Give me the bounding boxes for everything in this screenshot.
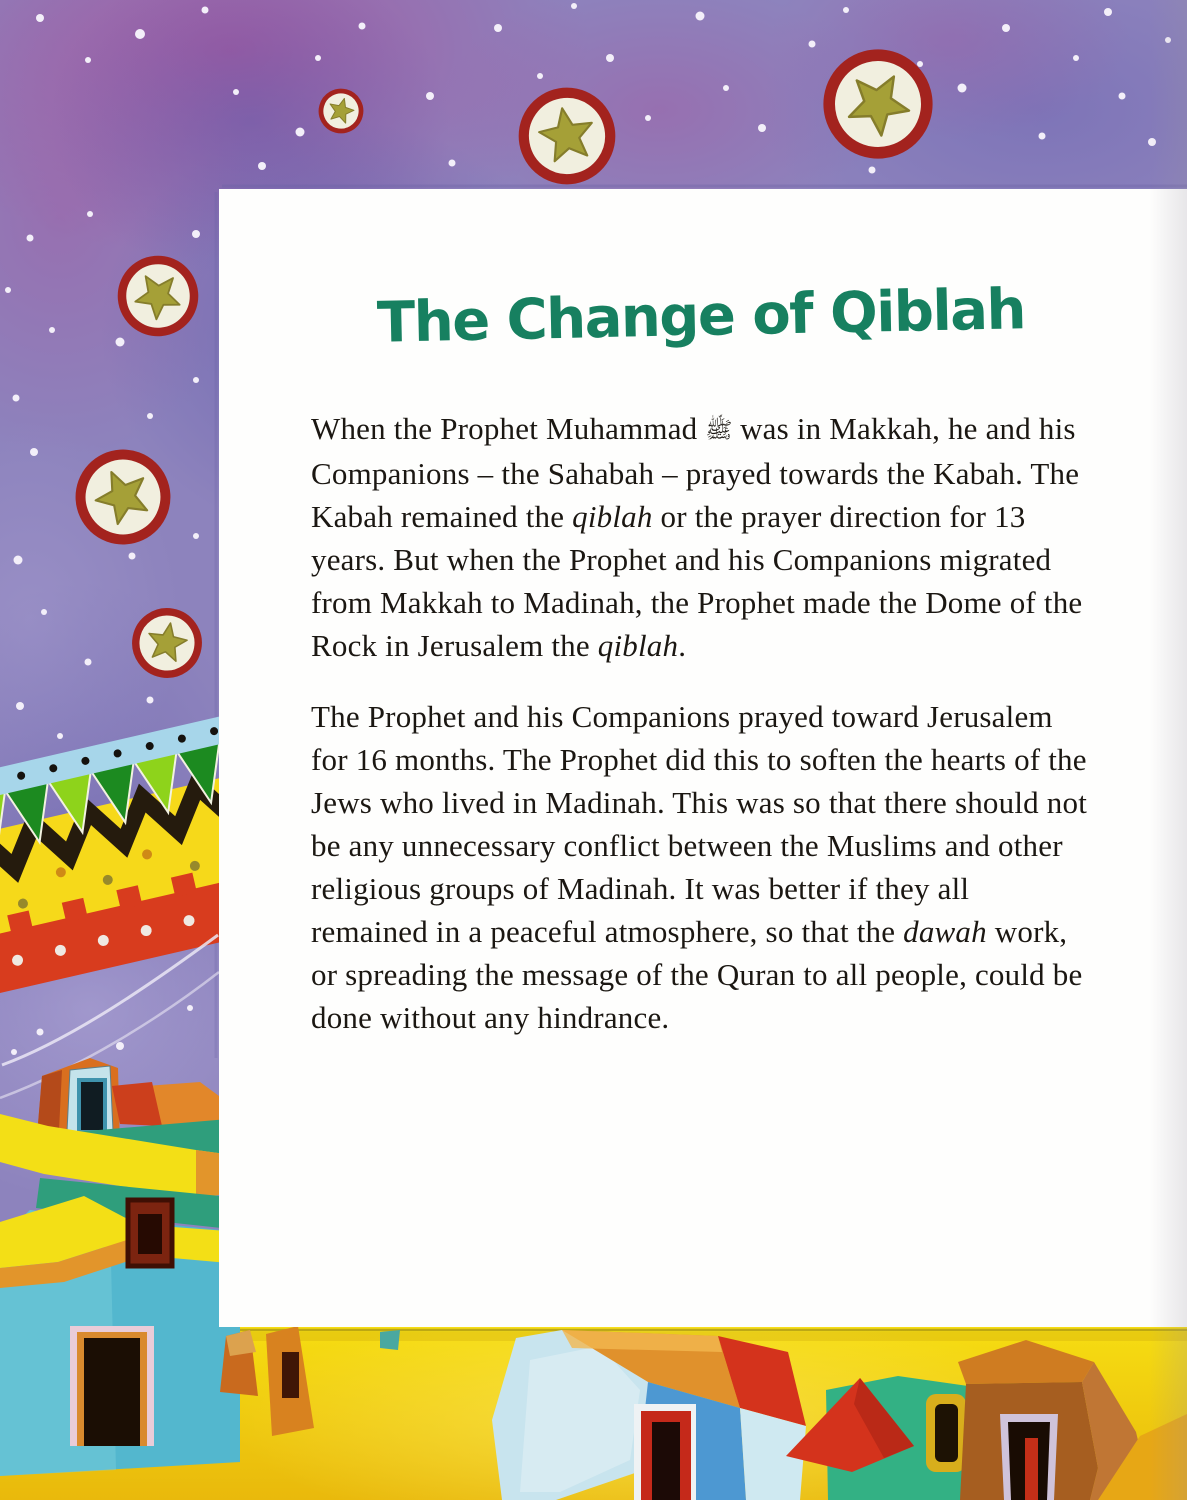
village-center-house xyxy=(492,1330,806,1500)
page-title: The Change of Qiblah xyxy=(376,277,1026,356)
body-paragraph: When the Prophet Muhammad ﷺ was in Makkah, he and his Companions – the Sahabah – prayed towards the Kabah. The Kabah remained the qiblah or the prayer direction for 13 years. But when the Prophet and his Companions migrated from Makkah to Madinah, the Prophet made the Dome of the Rock in Jerusalem the qiblah. xyxy=(311,411,1083,663)
body-text xyxy=(311,407,1091,1039)
body-paragraph: The Prophet and his Companions prayed toward Jerusalem for 16 months. The Prophet did this to soften the hearts of the Jews who lived in Madinah. This was so that there should not be any unnecessary conflict between the Muslims and other religious groups of Madinah. It was better if they all remained in a peaceful atmosphere, so that the dawah work, or spreading the message of the Quran to all people, could be done without any hindrance. xyxy=(311,698,1088,1035)
text-panel xyxy=(219,189,1187,1327)
